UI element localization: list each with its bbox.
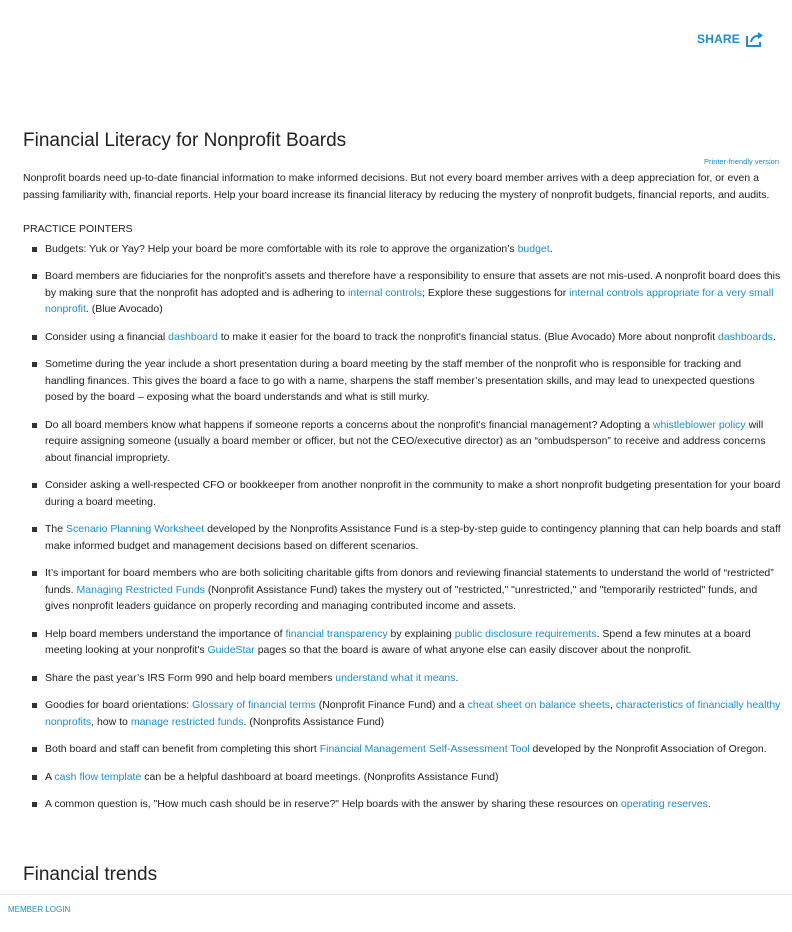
item-text: . (Blue Avocado) (85, 303, 163, 315)
list-item (23, 417, 783, 467)
list-item (23, 329, 783, 346)
self-assessment-tool-link[interactable]: Financial Management Self-Assessment Tool (319, 743, 530, 755)
financial-trends-heading: Financial trends (23, 864, 158, 885)
item-text: to make it easier for the board to track the nonprofit's financial status. (Blue Avocado) More about nonprofit (217, 330, 719, 343)
item-text: . Spend a few minutes at a board meeting looking at your nonprofit's (45, 627, 751, 656)
balance-sheets-link[interactable]: cheat sheet on balance sheets (467, 699, 610, 711)
list-item (23, 565, 783, 615)
dashboards-link[interactable]: dashboards (718, 330, 773, 343)
intro-paragraph: Nonprofit boards need up-to-date financial information to make informed decisions. But not every board member arrives with a deep appreciation for, or even a passing familiarity with, financial reports. Help your board increase its financial literacy by reducing the mystery of nonprofit budgets, financial reports, and audits. (23, 172, 770, 201)
item-text: Consider asking a well-respected CFO or bookkeeper from another nonprofit in the community to make a short nonprofit budgeting presentation for your board during a board meeting. (45, 479, 781, 508)
item-text: developed by the Nonprofits Assistance Fund is a step-by-step guide to contingency planning that can help boards and staff make informed budget and management decisions based on different scenarios. (45, 523, 781, 552)
item-text: can be a helpful dashboard at board meetings. (Nonprofits Assistance Fund) (141, 770, 499, 783)
item-text: Both board and staff can benefit from completing this short (45, 743, 320, 755)
item-text: will require assigning someone (usually a board member or officer, but not the CEO/executive director) as an “ombudsperson” to receive and address concerns about financial impropriety. (45, 418, 766, 464)
item-text: Budgets: Yuk or Yay? Help your board be more comfortable with its role to approve the organization’s (45, 242, 518, 255)
list-item (23, 241, 783, 258)
list-item (23, 670, 783, 687)
page-title: Financial Literacy for Nonprofit Boards (23, 130, 347, 151)
item-text: Board members are fiduciaries for the nonprofit’s assets and therefore have a responsibility to ensure that assets are not mis-used. A nonprofit board does this by making sure that the nonprofit has adopted and is adhering to (45, 270, 781, 299)
list-item (23, 268, 783, 318)
healthy-nonprofits-link[interactable]: characteristics of financially healthy nonprofits (45, 699, 781, 728)
item-text: Share the past year’s IRS Form 990 and help board members (45, 671, 336, 684)
footer-divider (0, 894, 792, 895)
item-text: Consider using a financial (45, 330, 169, 343)
item-text: . (772, 330, 776, 343)
list-item (23, 626, 783, 659)
item-text: Do all board members know what happens if someone reports a concerns about the nonprofit's financial management? Adopting a (45, 418, 653, 431)
financial-transparency-link[interactable]: financial transparency (285, 627, 388, 640)
item-text: A common question is, "How much cash should be in reserve?" Help boards with the answer by sharing these resources on (45, 798, 621, 810)
item-text: . (707, 798, 711, 810)
printer-friendly-link[interactable]: Printer-friendly version (704, 157, 780, 166)
list-item (23, 521, 783, 554)
practice-pointers-list (23, 241, 783, 813)
item-text: Goodies for board orientations: (45, 699, 193, 711)
main-content (23, 170, 783, 824)
item-text: A (45, 770, 55, 783)
share-button[interactable] (697, 31, 765, 47)
item-text: by explaining (387, 627, 455, 640)
list-item (23, 356, 783, 406)
item-text: It’s important for board members who are both soliciting charitable gifts from donors and reviewing financial statements to understand the world of “restricted” funds. (45, 567, 774, 596)
cash-flow-template-link[interactable]: cash flow template (54, 770, 142, 783)
list-item (23, 697, 783, 730)
item-text: (Nonprofit Finance Fund) and a (315, 699, 468, 711)
item-text: pages so that the board is aware of what anyone else can easily discover about the nonprofit. (254, 644, 692, 656)
manage-restricted-funds-link[interactable]: manage restricted funds (130, 715, 244, 728)
scenario-planning-worksheet-link[interactable]: Scenario Planning Worksheet (66, 523, 205, 535)
small-nonprofit-controls-link[interactable]: internal controls appropriate for a very small nonprofit (45, 286, 774, 315)
share-label: SHARE (697, 32, 741, 46)
operating-reserves-link[interactable]: operating reserves (620, 798, 708, 810)
item-text: developed by the Nonprofit Association of Oregon. (529, 743, 767, 755)
public-disclosure-link[interactable]: public disclosure requirements (454, 627, 597, 640)
item-text: (Nonprofit Assistance Fund) takes the mystery out of "restricted," "unrestricted," and "temporarily restricted" funds, and gives nonprofit leaders guidance on properly recording and managing contributed income and assets. (45, 583, 758, 612)
list-item (23, 769, 783, 786)
member-login-link[interactable]: MEMBER LOGIN (8, 905, 71, 914)
item-text: Help board members understand the importance of (45, 627, 286, 640)
item-text: , (610, 699, 616, 711)
whistleblower-policy-link[interactable]: whistleblower policy (652, 418, 746, 431)
practice-pointers-heading: PRACTICE POINTERS (23, 223, 133, 235)
item-text: . (Nonprofits Assistance Fund) (243, 715, 385, 728)
budget-link[interactable]: budget (517, 242, 550, 255)
dashboard-link[interactable]: dashboard (168, 330, 218, 343)
internal-controls-link[interactable]: internal controls (347, 286, 423, 299)
item-text: Sometime during the year include a short presentation during a board meeting by the staff member of the nonprofit who is responsible for tracking and handling finances. This gives the board a face to go with a name, sharpens the staff member’s presentation skills, and may lead to unexpected questions posed by the board – exposing what the board understands and what is still murky. (45, 358, 755, 403)
managing-restricted-funds-link[interactable]: Managing Restricted Funds (76, 583, 205, 596)
list-item (23, 796, 783, 813)
item-text: ; Explore these suggestions for (422, 286, 570, 299)
item-text: . (549, 242, 553, 255)
item-text: , how to (91, 715, 131, 728)
guidestar-link[interactable]: GuideStar (207, 644, 255, 656)
list-item (23, 741, 783, 758)
share-arrow-icon (745, 31, 765, 47)
item-text: The (45, 523, 67, 535)
item-text: . (455, 671, 459, 684)
glossary-link[interactable]: Glossary of financial terms (192, 699, 316, 711)
understand-990-link[interactable]: understand what it means (335, 671, 456, 684)
list-item (23, 477, 783, 510)
